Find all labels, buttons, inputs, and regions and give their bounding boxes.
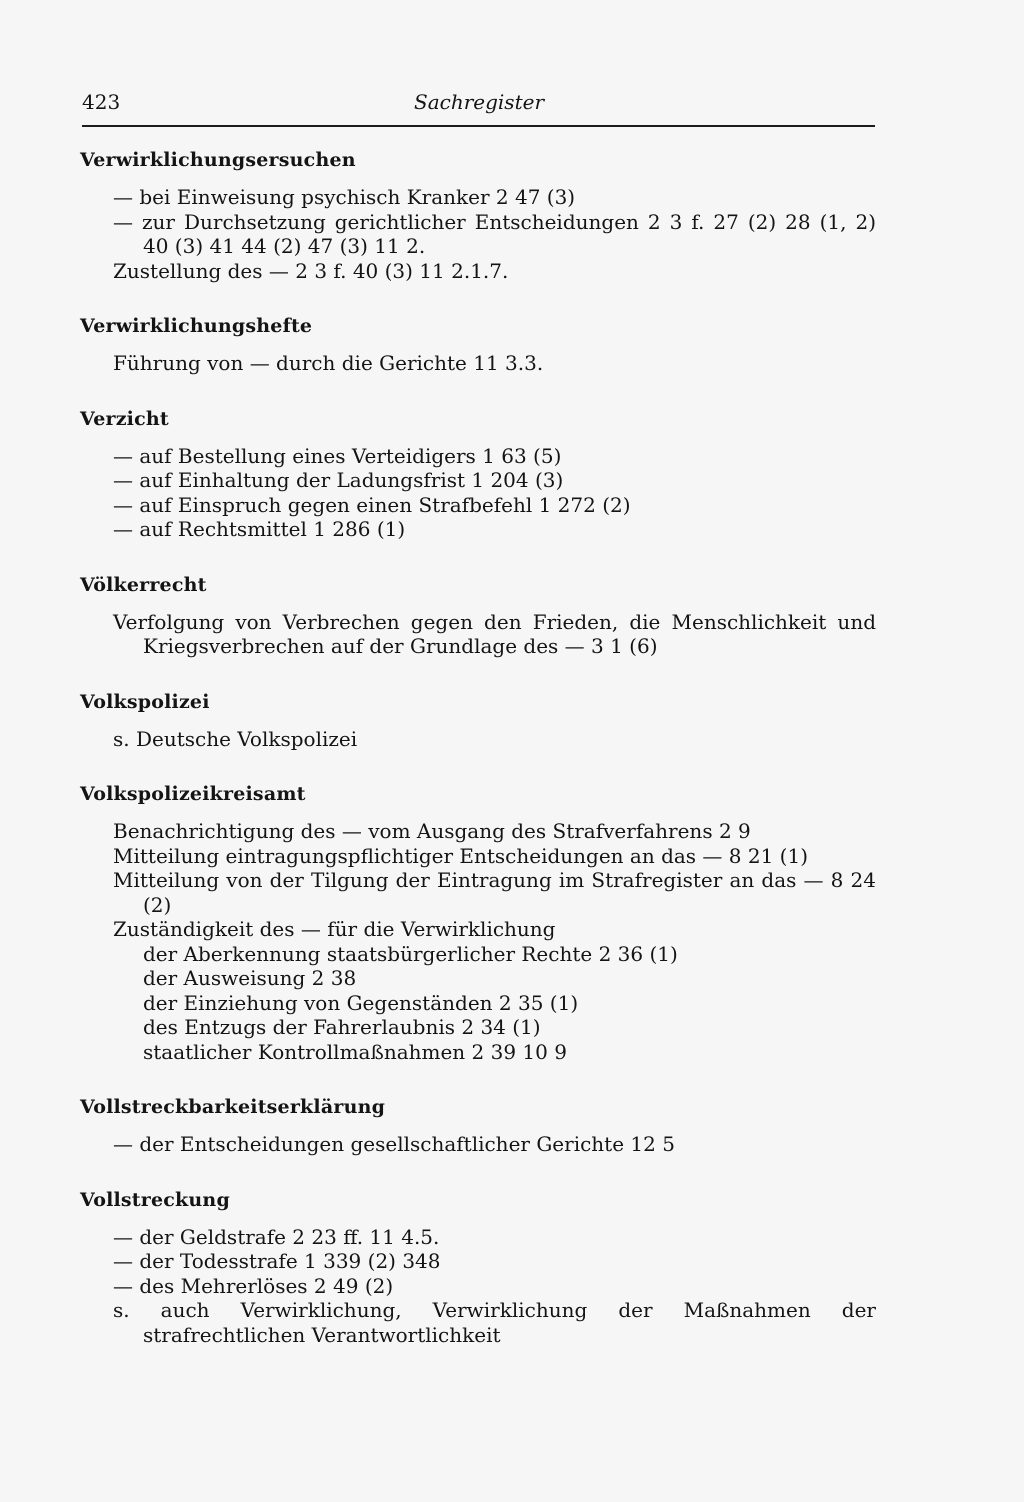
- page-header: [82, 88, 875, 124]
- index-entry-verwirklichungshefte: [80, 313, 876, 376]
- entry-subline: der Aberkennung staatsbürgerlicher Rechte 2 36 (1): [143, 941, 678, 966]
- index-entry-voelkerrecht: [80, 572, 876, 659]
- entry-line: — bei Einweisung psychisch Kranker 2 47 (3): [113, 185, 576, 209]
- entry-line: — auf Einspruch gegen einen Strafbefehl 1 272 (2): [113, 492, 631, 517]
- page-number: 423: [82, 90, 121, 114]
- entry-line: s. auch Verwirklichung, Verwirklichung der Maßnahmen der strafrechtlichen Verantwortlichkeit: [113, 1298, 876, 1347]
- entry-headword: Volkspolizei: [80, 690, 210, 713]
- entry-line: — auf Einhaltung der Ladungsfrist 1 204 (3): [113, 468, 564, 492]
- entry-line: — der Geldstrafe 2 23 ff. 11 4.5.: [113, 1224, 440, 1249]
- header-rule: [82, 125, 875, 127]
- entry-headword: Volkspolizeikreisamt: [80, 783, 306, 805]
- entry-headword: Verwirklichungsersuchen: [80, 149, 356, 171]
- index-body: [80, 147, 876, 1347]
- entry-line: Verfolgung von Verbrechen gegen den Frieden, die Menschlichkeit und Kriegsverbrechen auf der Grundlage des — 3 1 (6): [113, 609, 876, 658]
- entry-line: s. Deutsche Volkspolizei: [113, 726, 358, 751]
- entry-headword: Vollstreckung: [80, 1188, 230, 1211]
- entry-headword: Völkerrecht: [80, 573, 207, 596]
- index-entry-volkspolizeikreisamt: [80, 781, 876, 1064]
- entry-line: Zustellung des — 2 3 f. 40 (3) 11 2.1.7.: [113, 258, 509, 283]
- entry-line: Benachrichtigung des — vom Ausgang des Strafverfahrens 2 9: [113, 819, 751, 843]
- entry-subline: des Entzugs der Fahrerlaubnis 2 34 (1): [143, 1015, 541, 1039]
- entry-line: Zuständigkeit des — für die Verwirklichung: [113, 917, 556, 941]
- entry-subline: der Ausweisung 2 38: [143, 966, 357, 990]
- entry-line: Mitteilung eintragungspflichtiger Entscheidungen an das — 8 21 (1): [113, 843, 808, 868]
- entry-line: — zur Durchsetzung gerichtlicher Entscheidungen 2 3 f. 27 (2) 28 (1, 2) 40 (3) 41 44 (2) 47 (3) 11 2.: [113, 209, 876, 258]
- index-entry-volkspolizei: [80, 689, 876, 752]
- entry-line: — auf Bestellung eines Verteidigers 1 63 (5): [113, 443, 562, 468]
- entry-headword: Vollstreckbarkeitserklärung: [80, 1096, 386, 1118]
- index-entry-vollstreckbarkeitserklaerung: [80, 1094, 876, 1157]
- entry-line: Mitteilung von der Tilgung der Eintragung im Strafregister an das — 8 24 (2): [113, 868, 876, 917]
- index-entry-vollstreckung: [80, 1187, 876, 1348]
- running-head: Sachregister: [414, 90, 544, 114]
- entry-line: — des Mehrerlöses 2 49 (2): [113, 1273, 394, 1298]
- index-entry-verzicht: [80, 406, 876, 542]
- entry-headword: Verwirklichungshefte: [80, 315, 313, 337]
- entry-subline: der Einziehung von Gegenständen 2 35 (1): [143, 990, 579, 1015]
- entry-headword: Verzicht: [80, 407, 169, 430]
- entry-subline: staatlicher Kontrollmaßnahmen 2 39 10 9: [143, 1039, 567, 1064]
- entry-line: — der Todesstrafe 1 339 (2) 348: [113, 1249, 441, 1273]
- entry-line: — auf Rechtsmittel 1 286 (1): [113, 517, 406, 541]
- index-entry-verwirklichungsersuchen: [80, 147, 876, 283]
- entry-line: Führung von — durch die Gerichte 11 3.3.: [113, 351, 544, 375]
- entry-line: — der Entscheidungen gesellschaftlicher Gerichte 12 5: [113, 1132, 675, 1156]
